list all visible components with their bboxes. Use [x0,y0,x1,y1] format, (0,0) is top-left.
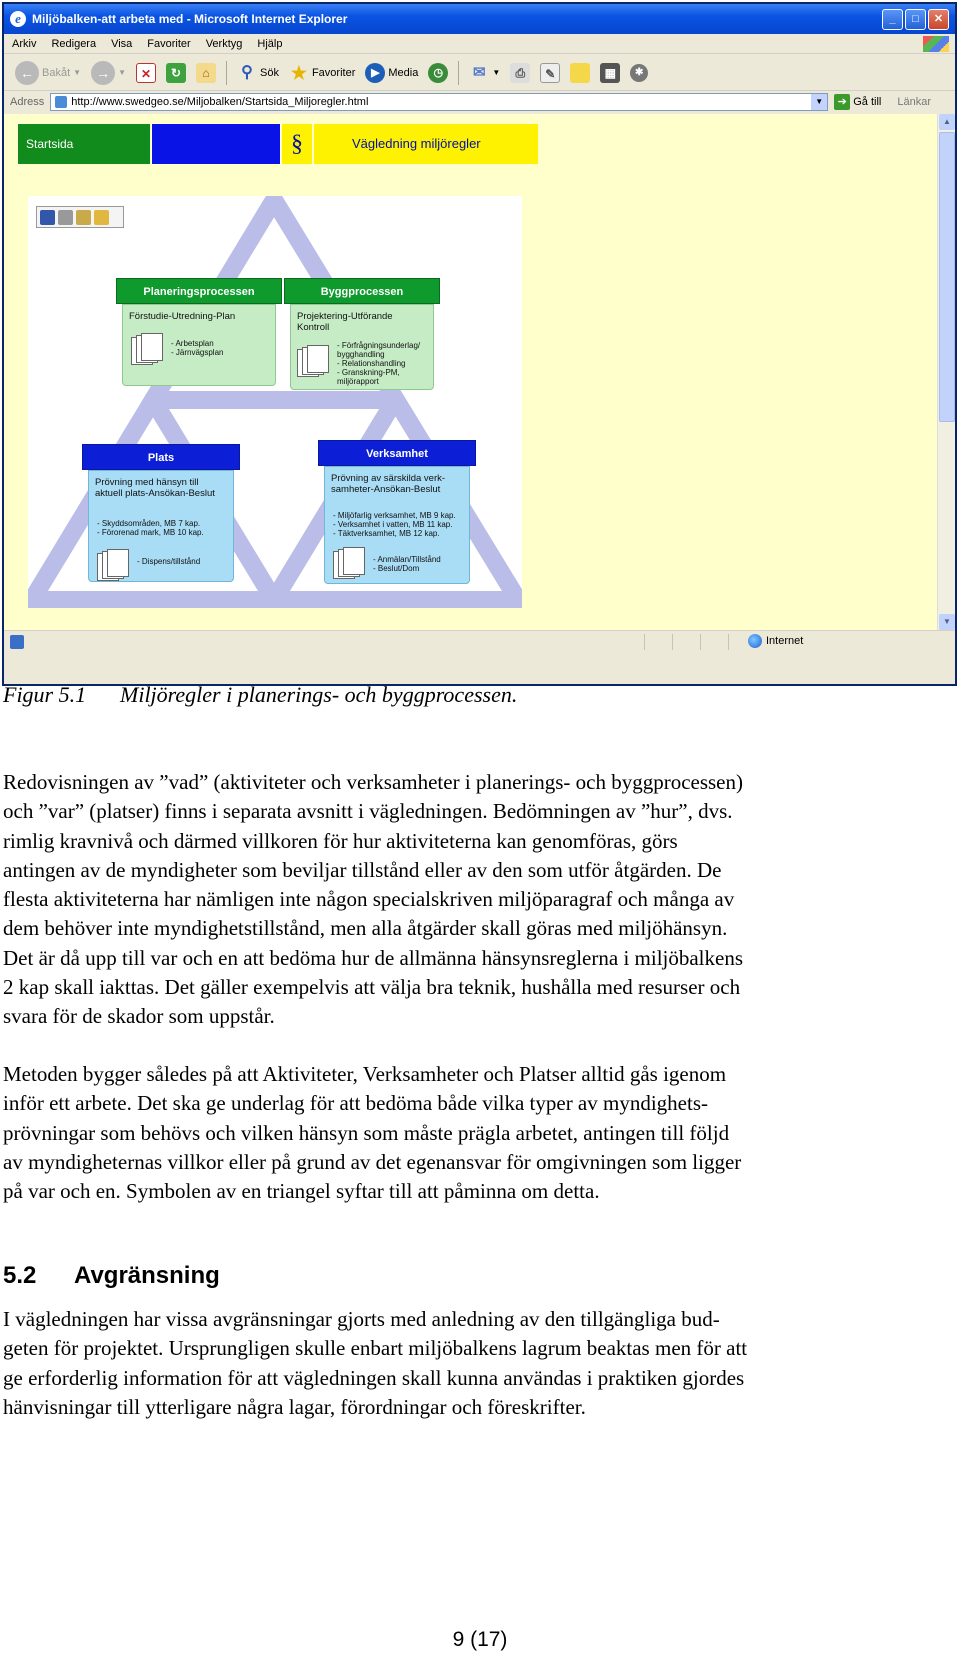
toolbar [4,55,955,91]
toolbar-separator [458,61,459,85]
stop-icon: ✕ [136,63,156,83]
title-bar [4,4,955,34]
paragraph-3: I vägledningen har vissa avgränsningar gjorts med anledning av den tillgängliga bud- geten för projektet. Ursprungligen skulle enbart miljöbalkens lagrum beaktas men för att ge erforderlig information för att vägledningen skall kunna användas i praktiken gjordes hänvisningar till ytterligare några lagar, förordningar och föreskrifter. [3,1307,748,1419]
chevron-down-icon: ▼ [73,68,82,77]
ie-logo-icon: e [10,11,26,27]
security-zone: Internet [748,634,803,648]
page-number: 9 (17) [452,1628,508,1651]
section-heading [3,1262,220,1290]
box-list: - Skyddsområden, MB 7 kap. - Förorenad mark, MB 10 kap. [97,519,204,537]
box-title: Prövning med hänsyn till aktuell plats-Ansökan-Beslut [95,477,215,499]
vertical-scrollbar[interactable] [937,114,955,630]
image-toolbar [36,206,124,228]
history-icon: ◷ [428,63,448,83]
menu-visa[interactable]: Visa [111,37,133,50]
status-divider [672,634,673,650]
research-icon: ▦ [600,63,620,83]
address-url: http://www.swedgeo.se/Miljobalken/Startsida_Miljoregler.html [71,96,369,108]
box-head: Plats [82,444,240,470]
status-divider [728,634,729,650]
triangle-diagram [28,196,522,608]
go-button[interactable]: ➔ Gå till [834,94,881,110]
media-icon: ▶ [365,63,385,83]
chevron-down-icon[interactable]: ▼ [811,94,827,110]
favorites-button[interactable]: ★ Favoriter [290,62,356,83]
box-head: Verksamhet [318,440,476,466]
chevron-down-icon: ▼ [118,68,126,77]
menu-arkiv[interactable]: Arkiv [12,37,37,50]
documents-icon [297,345,331,381]
back-button[interactable]: ← Bakåt ▼ [12,59,84,87]
nav-section-symbol[interactable]: § [282,124,312,164]
menu-verktyg[interactable]: Verktyg [205,37,243,50]
search-icon: ⚲ [241,63,253,81]
box-title: Projektering-Utförande Kontroll [297,311,393,333]
box-extra: - Anmälan/Tillstånd - Beslut/Dom [373,555,441,573]
nav-home-link[interactable]: Startsida [18,124,150,164]
stop-button[interactable] [133,59,159,87]
discuss-button[interactable] [567,59,593,87]
box-byggprocessen[interactable] [284,278,440,390]
mail-icon[interactable] [76,210,91,225]
history-button[interactable] [425,59,451,87]
menu-hjalp[interactable]: Hjälp [257,37,283,50]
star-icon: ★ [290,62,308,83]
folder-icon[interactable] [94,210,109,225]
messenger-icon: ✱ [630,64,648,82]
globe-icon [748,634,762,648]
box-list: - Förfrågningsunderlag/ bygghandling - Relationshandling - Granskning-PM, miljörapport [337,341,421,386]
forward-arrow-icon: → [91,61,115,85]
box-planeringsprocessen[interactable] [116,278,282,386]
status-divider [700,634,701,650]
windows-logo-icon [923,36,949,52]
site-nav [18,124,538,164]
chevron-down-icon: ▼ [492,68,501,77]
page-status-icon [10,635,24,649]
print-button[interactable] [507,59,533,87]
address-input[interactable] [50,93,828,111]
menu-bar [4,34,955,54]
links-button[interactable]: Länkar [897,96,932,108]
scroll-up-icon[interactable]: ▲ [939,114,955,130]
status-bar [4,630,955,652]
box-extra: - Dispens/tillstånd [137,557,201,566]
print-icon[interactable] [58,210,73,225]
refresh-icon: ↻ [166,63,186,83]
media-button[interactable]: ▶ Media [362,59,421,87]
page-icon [55,96,67,108]
nav-title[interactable]: Vägledning miljöregler [314,124,538,164]
figure-text: Miljöregler i planerings- och byggprocessen. [120,682,518,707]
research-button[interactable] [597,59,623,87]
box-list: - Miljöfarlig verksamhet, MB 9 kap. - Verksamhet i vatten, MB 11 kap. - Täktverksamhet, MB 12 kap. [333,511,456,538]
menu-favoriter[interactable]: Favoriter [147,37,191,50]
go-arrow-icon: ➔ [834,94,850,110]
mail-icon: ✉ [473,63,486,81]
forward-button[interactable] [88,59,129,87]
scroll-down-icon[interactable]: ▼ [939,614,955,630]
scroll-thumb[interactable] [939,132,955,422]
toolbar-separator [226,61,227,85]
box-list: - Arbetsplan - Järnvägsplan [171,339,224,357]
status-divider [644,634,645,650]
section-number: 5.2 [3,1262,37,1289]
documents-icon [333,547,367,583]
box-head: Byggprocessen [284,278,440,304]
box-head: Planeringsprocessen [116,278,282,304]
mail-button[interactable] [466,59,503,87]
messenger-button[interactable] [627,59,651,87]
edit-icon: ✎ [540,63,560,83]
maximize-icon[interactable]: □ [905,9,926,30]
search-button[interactable]: ⚲ Sök [234,59,282,87]
nav-blue-tab[interactable] [152,124,280,164]
back-arrow-icon: ← [15,61,39,85]
close-icon[interactable]: ✕ [928,9,949,30]
save-icon[interactable] [40,210,55,225]
refresh-button[interactable] [163,59,189,87]
minimize-icon[interactable]: _ [882,9,903,30]
print-icon: ⎙ [510,63,530,83]
box-body [88,470,234,582]
paragraph-1: Redovisningen av ”vad” (aktiviteter och verksamheter i planerings- och byggprocessen) och ”var” (platser) finns i separata avsnitt i vägledningen. Bedömningen av ”hur”, dvs. rimlig kravnivå och därmed villkoren för hur aktiviteterna kan genomföras, görs antingen av de myndigheter som beviljar tillstånd eller av den som utför åtgärden. De flesta aktiviteterna har nämligen inte någon specialskriven miljöparagraf och många av dem behöver inte myndighetstillstånd, men alla åtgärder skall göras med miljöhänsyn. Det är då upp till var och en att bedöma hur de allmänna hänsynsreglerna i miljöbalkens 2 kap skall iakttas. Det gäller exempelvis att välja bra teknik, hushålla med resurser och svara för de skador som uppstår. [3,770,744,1029]
edit-button[interactable] [537,59,563,87]
discuss-icon [570,63,590,83]
menu-redigera[interactable]: Redigera [51,37,97,50]
documents-icon [97,549,131,585]
figure-caption [3,682,517,708]
box-verksamhet[interactable] [318,440,476,584]
address-bar [4,91,955,113]
home-icon: ⌂ [196,63,216,83]
box-title: Förstudie-Utredning-Plan [129,311,236,322]
browser-window [2,2,957,686]
window-title: Miljöbalken-att arbeta med - Microsoft Internet Explorer [32,12,348,26]
figure-label: Figur 5.1 [3,682,87,707]
box-plats[interactable] [82,444,240,582]
section-title: Avgränsning [74,1262,220,1289]
home-button[interactable] [193,59,219,87]
box-title: Prövning av särskilda verk-samheter-Ansökan-Beslut [331,473,446,495]
documents-icon [131,333,165,369]
page-viewport [4,114,937,630]
box-body [290,304,434,390]
box-body [324,466,470,584]
paragraph-2: Metoden bygger således på att Aktiviteter, Verksamheter och Platser alltid gås igenom inför ett arbete. Det ska ge underlag för att bedöma både vilka typer av myndighets- prövningar som behövs och vilken hänsyn som måste prägla arbetet, antingen till följd av myndigheternas villkor eller på grund av det egenansvar för omgivningen som ligger på var och en. Symbolen av en triangel syftar till att påminna om detta. [3,1062,742,1204]
box-body [122,304,276,386]
address-label: Adress [10,96,45,108]
